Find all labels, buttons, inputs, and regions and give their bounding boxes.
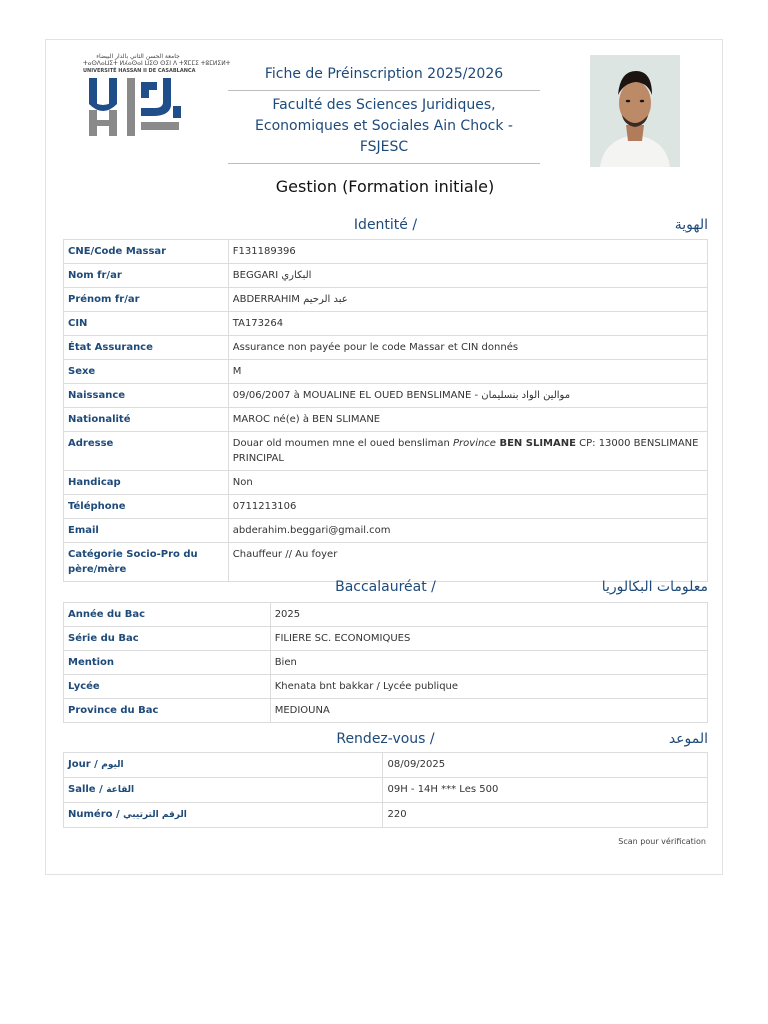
address-value bbox=[228, 432, 707, 471]
field-label: Adresse bbox=[64, 432, 229, 471]
section-identite-title-ar: الهوية bbox=[674, 217, 708, 233]
field-value: M bbox=[228, 360, 707, 384]
field-value: MAROC né(e) à BEN SLIMANE bbox=[228, 408, 707, 432]
table-row bbox=[64, 288, 708, 312]
field-value: Assurance non payée pour le code Massar et CIN donnés bbox=[228, 336, 707, 360]
field-label: Catégorie Socio-Pro du père/mère bbox=[64, 543, 229, 582]
field-value: Chauffeur // Au foyer bbox=[228, 543, 707, 582]
student-photo bbox=[590, 55, 680, 167]
logo-emblem-icon bbox=[83, 76, 193, 140]
field-label: Nom fr/ar bbox=[64, 264, 229, 288]
field-label bbox=[64, 803, 383, 828]
section-rdv-header bbox=[63, 729, 708, 751]
field-label: Année du Bac bbox=[64, 603, 271, 627]
table-row bbox=[64, 778, 708, 803]
table-row bbox=[64, 627, 708, 651]
program-title: Gestion (Formation initiale) bbox=[275, 177, 495, 196]
field-value: BEGGARI البكاري bbox=[228, 264, 707, 288]
label-fr: Jour / bbox=[68, 759, 98, 770]
table-row bbox=[64, 336, 708, 360]
province-value: BEN SLIMANE bbox=[495, 438, 576, 449]
scan-note: Scan pour vérification bbox=[618, 837, 706, 846]
faculty-name: Faculté des Sciences Juridiques, Economiques et Sociales Ain Chock - FSJESC bbox=[228, 91, 540, 164]
label-ar: القاعة bbox=[106, 785, 135, 795]
address-postal: CP: 13000 BENSLIMANE PRINCIPAL bbox=[232, 438, 699, 464]
field-value: 09/06/2007 à MOUALINE EL OUED BENSLIMANE - موالين الواد بنسليمان bbox=[228, 384, 707, 408]
table-row bbox=[64, 360, 708, 384]
field-value: TA173264 bbox=[228, 312, 707, 336]
section-rdv-title: Rendez-vous / bbox=[336, 731, 435, 747]
field-label: Lycée bbox=[64, 675, 271, 699]
table-row bbox=[64, 264, 708, 288]
province-label: Province bbox=[453, 438, 496, 449]
section-rdv-title-ar: الموعد bbox=[668, 731, 708, 747]
table-row bbox=[64, 408, 708, 432]
table-row bbox=[64, 651, 708, 675]
label-fr: Numéro / bbox=[68, 809, 120, 820]
field-label: CNE/Code Massar bbox=[64, 240, 229, 264]
form-title: Fiche de Préinscription 2025/2026 bbox=[228, 62, 540, 91]
field-value: F131189396 bbox=[228, 240, 707, 264]
field-label: Nationalité bbox=[64, 408, 229, 432]
section-bac-title: Baccalauréat / bbox=[335, 579, 436, 595]
field-value: 0711213106 bbox=[228, 495, 707, 519]
field-label bbox=[64, 778, 383, 803]
field-value: 09H - 14H *** Les 500 bbox=[383, 778, 708, 803]
table-row bbox=[64, 519, 708, 543]
field-value: 2025 bbox=[270, 603, 707, 627]
label-ar: اليوم bbox=[101, 760, 124, 770]
preinscription-card bbox=[45, 39, 723, 875]
field-label: Prénom fr/ar bbox=[64, 288, 229, 312]
logo-french-text: UNIVERSITÉ HASSAN II DE CASABLANCA bbox=[83, 68, 196, 74]
table-row bbox=[64, 603, 708, 627]
field-label: Mention bbox=[64, 651, 271, 675]
label-fr: Salle / bbox=[68, 784, 103, 795]
field-label: Série du Bac bbox=[64, 627, 271, 651]
table-row bbox=[64, 495, 708, 519]
identite-table bbox=[63, 239, 708, 582]
field-label: Province du Bac bbox=[64, 699, 271, 723]
university-logo bbox=[83, 53, 231, 140]
field-value: 08/09/2025 bbox=[383, 753, 708, 778]
table-row bbox=[64, 312, 708, 336]
field-value: 220 bbox=[383, 803, 708, 828]
section-identite-header bbox=[63, 215, 708, 237]
logo-tifinagh-text: ⵜⴰⵙⴷⴰⵡⵉⵜ ⵍⵃⴰⵙⴰⵏ ⵡⵉⵙ ⵙⵉⵏ ⴷ ⵜⴳⵎⵎⵉ ⵜⵓⵎⵍⵉⵍⵜ bbox=[83, 60, 231, 67]
table-row bbox=[64, 240, 708, 264]
field-value: ABDERRAHIM عبد الرحيم bbox=[228, 288, 707, 312]
table-row bbox=[64, 699, 708, 723]
field-value: MEDIOUNA bbox=[270, 699, 707, 723]
address-text: Douar old moumen mne el oued bensliman bbox=[232, 438, 454, 449]
field-value: abderahim.beggari@gmail.com bbox=[228, 519, 707, 543]
logo-arabic-text: جامعة الحسن الثاني بالدار البيضاء bbox=[96, 53, 180, 60]
section-bac-header bbox=[63, 577, 708, 599]
table-row bbox=[64, 432, 708, 471]
label-ar: الرقم الترتيبي bbox=[123, 810, 187, 820]
field-label: Naissance bbox=[64, 384, 229, 408]
table-row bbox=[64, 543, 708, 582]
field-label: Sexe bbox=[64, 360, 229, 384]
field-value: FILIERE SC. ECONOMIQUES bbox=[270, 627, 707, 651]
table-row bbox=[64, 753, 708, 778]
section-bac-title-ar: معلومات البكالوريا bbox=[601, 579, 708, 595]
field-label: CIN bbox=[64, 312, 229, 336]
field-label: Email bbox=[64, 519, 229, 543]
field-value: Khenata bnt bakkar / Lycée publique bbox=[270, 675, 707, 699]
field-label: Téléphone bbox=[64, 495, 229, 519]
section-identite-title: Identité / bbox=[353, 217, 418, 233]
rdv-table bbox=[63, 752, 708, 828]
table-row bbox=[64, 675, 708, 699]
field-label: Handicap bbox=[64, 471, 229, 495]
field-label: État Assurance bbox=[64, 336, 229, 360]
table-row bbox=[64, 471, 708, 495]
field-label bbox=[64, 753, 383, 778]
header-block bbox=[228, 62, 540, 164]
table-row bbox=[64, 384, 708, 408]
field-value: Bien bbox=[270, 651, 707, 675]
bac-table bbox=[63, 602, 708, 723]
table-row bbox=[64, 803, 708, 828]
field-value: Non bbox=[228, 471, 707, 495]
